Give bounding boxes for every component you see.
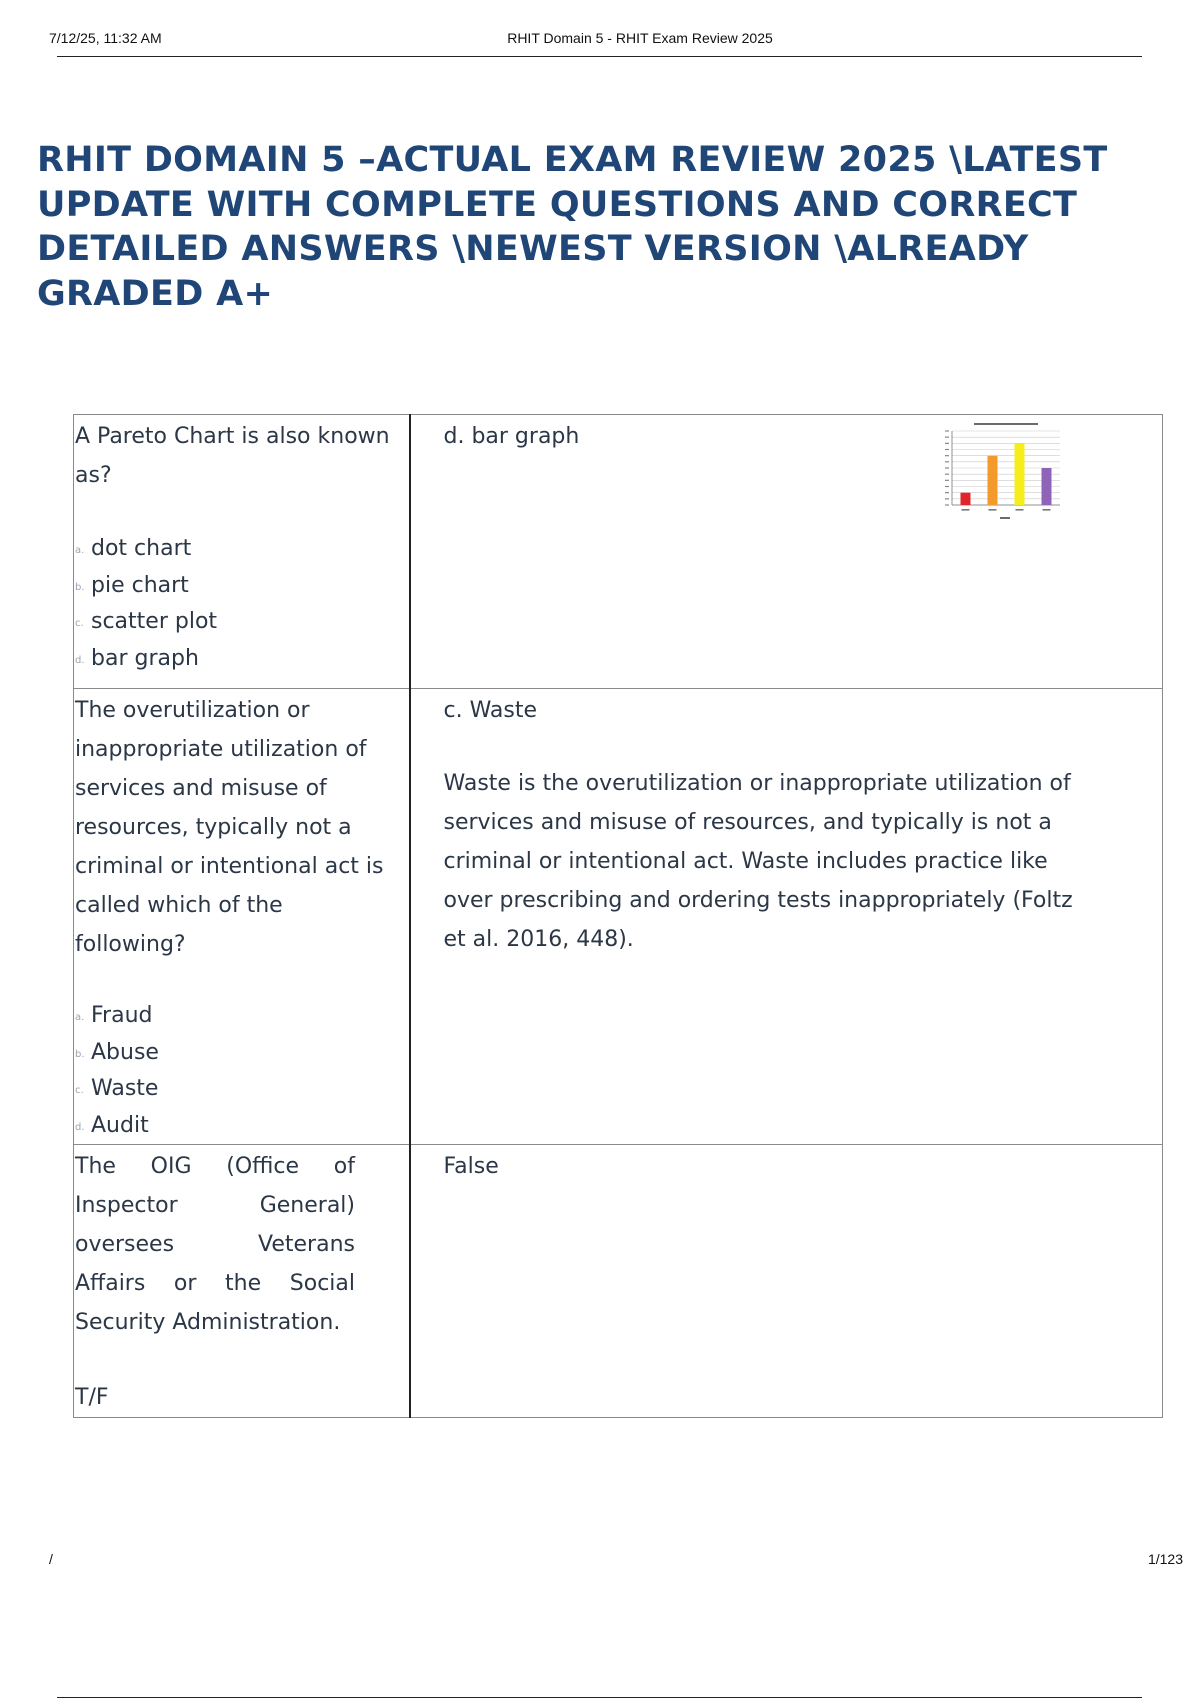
footer-left: /	[49, 1551, 53, 1567]
bar-purple	[1042, 468, 1052, 505]
qa-row	[74, 1145, 1163, 1418]
y-tick	[945, 474, 949, 475]
question-cell	[74, 415, 410, 689]
option-item: b. Abuse	[75, 1039, 159, 1065]
y-tick	[945, 461, 949, 462]
question-text: A Pareto Chart is also known as?	[75, 424, 390, 488]
x-tick-label-mark	[962, 509, 970, 511]
pareto-chart-image	[936, 421, 1066, 521]
y-tick	[945, 443, 949, 444]
answer-text: False	[443, 1154, 499, 1179]
y-tick	[945, 504, 949, 505]
bar-red	[961, 493, 971, 505]
question-text: The overutilization or inappropriate utilization of services and misuse of resources, typically not a criminal or intentional act is called which of the following?	[75, 698, 384, 957]
chart-title-mark	[974, 423, 1038, 425]
options-list	[74, 998, 409, 1144]
y-tick	[945, 437, 949, 438]
document-title: RHIT DOMAIN 5 –ACTUAL EXAM REVIEW 2025 \LATEST UPDATE WITH COMPLETE QUESTIONS AND CORRECT DETAILED ANSWERS \NEWEST VERSION \ALREADY GRADED A+	[37, 140, 1108, 314]
option-item: b. pie chart	[75, 572, 189, 598]
answer-cell	[410, 689, 1163, 1145]
y-tick	[945, 486, 949, 487]
x-tick-label-mark	[1043, 509, 1051, 511]
y-tick	[945, 430, 949, 431]
qa-table	[73, 414, 1163, 1418]
y-tick	[945, 492, 949, 493]
question-text: The OIG (Office of Inspector General) oversees Veterans Affairs or the Social Security Administration.	[75, 1154, 355, 1335]
x-tick-label-mark	[1016, 509, 1024, 511]
option-item: a. Fraud	[75, 1003, 153, 1028]
x-axis-label-mark	[1000, 517, 1010, 519]
answer-cell	[410, 1145, 1163, 1418]
y-tick	[945, 449, 949, 450]
answer-cell	[410, 415, 1163, 689]
y-tick	[945, 455, 949, 456]
header-datetime: 7/12/25, 11:32 AM	[49, 30, 162, 46]
page-number: 1/123	[1147, 1551, 1183, 1567]
y-tick	[945, 467, 949, 468]
option-item: d. Audit	[75, 1112, 149, 1138]
option-item: a. dot chart	[75, 536, 192, 561]
option-item: d. bar graph	[75, 645, 199, 671]
y-tick	[945, 480, 949, 481]
option-item: c. Waste	[75, 1076, 159, 1101]
bar-yellow	[1015, 443, 1025, 505]
bar-orange	[988, 456, 998, 505]
header-divider	[57, 56, 1142, 57]
answer-text: c. Waste	[443, 698, 538, 723]
option-item: c. scatter plot	[75, 609, 218, 634]
answer-text: d. bar graph	[443, 424, 580, 449]
qa-row	[74, 689, 1163, 1145]
question-suffix: T/F	[75, 1385, 109, 1410]
y-tick	[945, 498, 949, 499]
options-list	[74, 531, 409, 677]
answer-explanation: Waste is the overutilization or inappropriate utilization of services and misuse of resources, and typically is not a criminal or intentional act. Waste includes practice like over prescribing and ordering tests inappropriately (Foltz et al. 2016, 448).	[443, 771, 1073, 952]
qa-row	[74, 415, 1163, 689]
question-cell	[74, 689, 410, 1145]
x-tick-label-mark	[989, 509, 997, 511]
footer-divider	[57, 1697, 1142, 1698]
header-title: RHIT Domain 5 - RHIT Exam Review 2025	[507, 30, 773, 46]
question-cell	[74, 1145, 410, 1418]
